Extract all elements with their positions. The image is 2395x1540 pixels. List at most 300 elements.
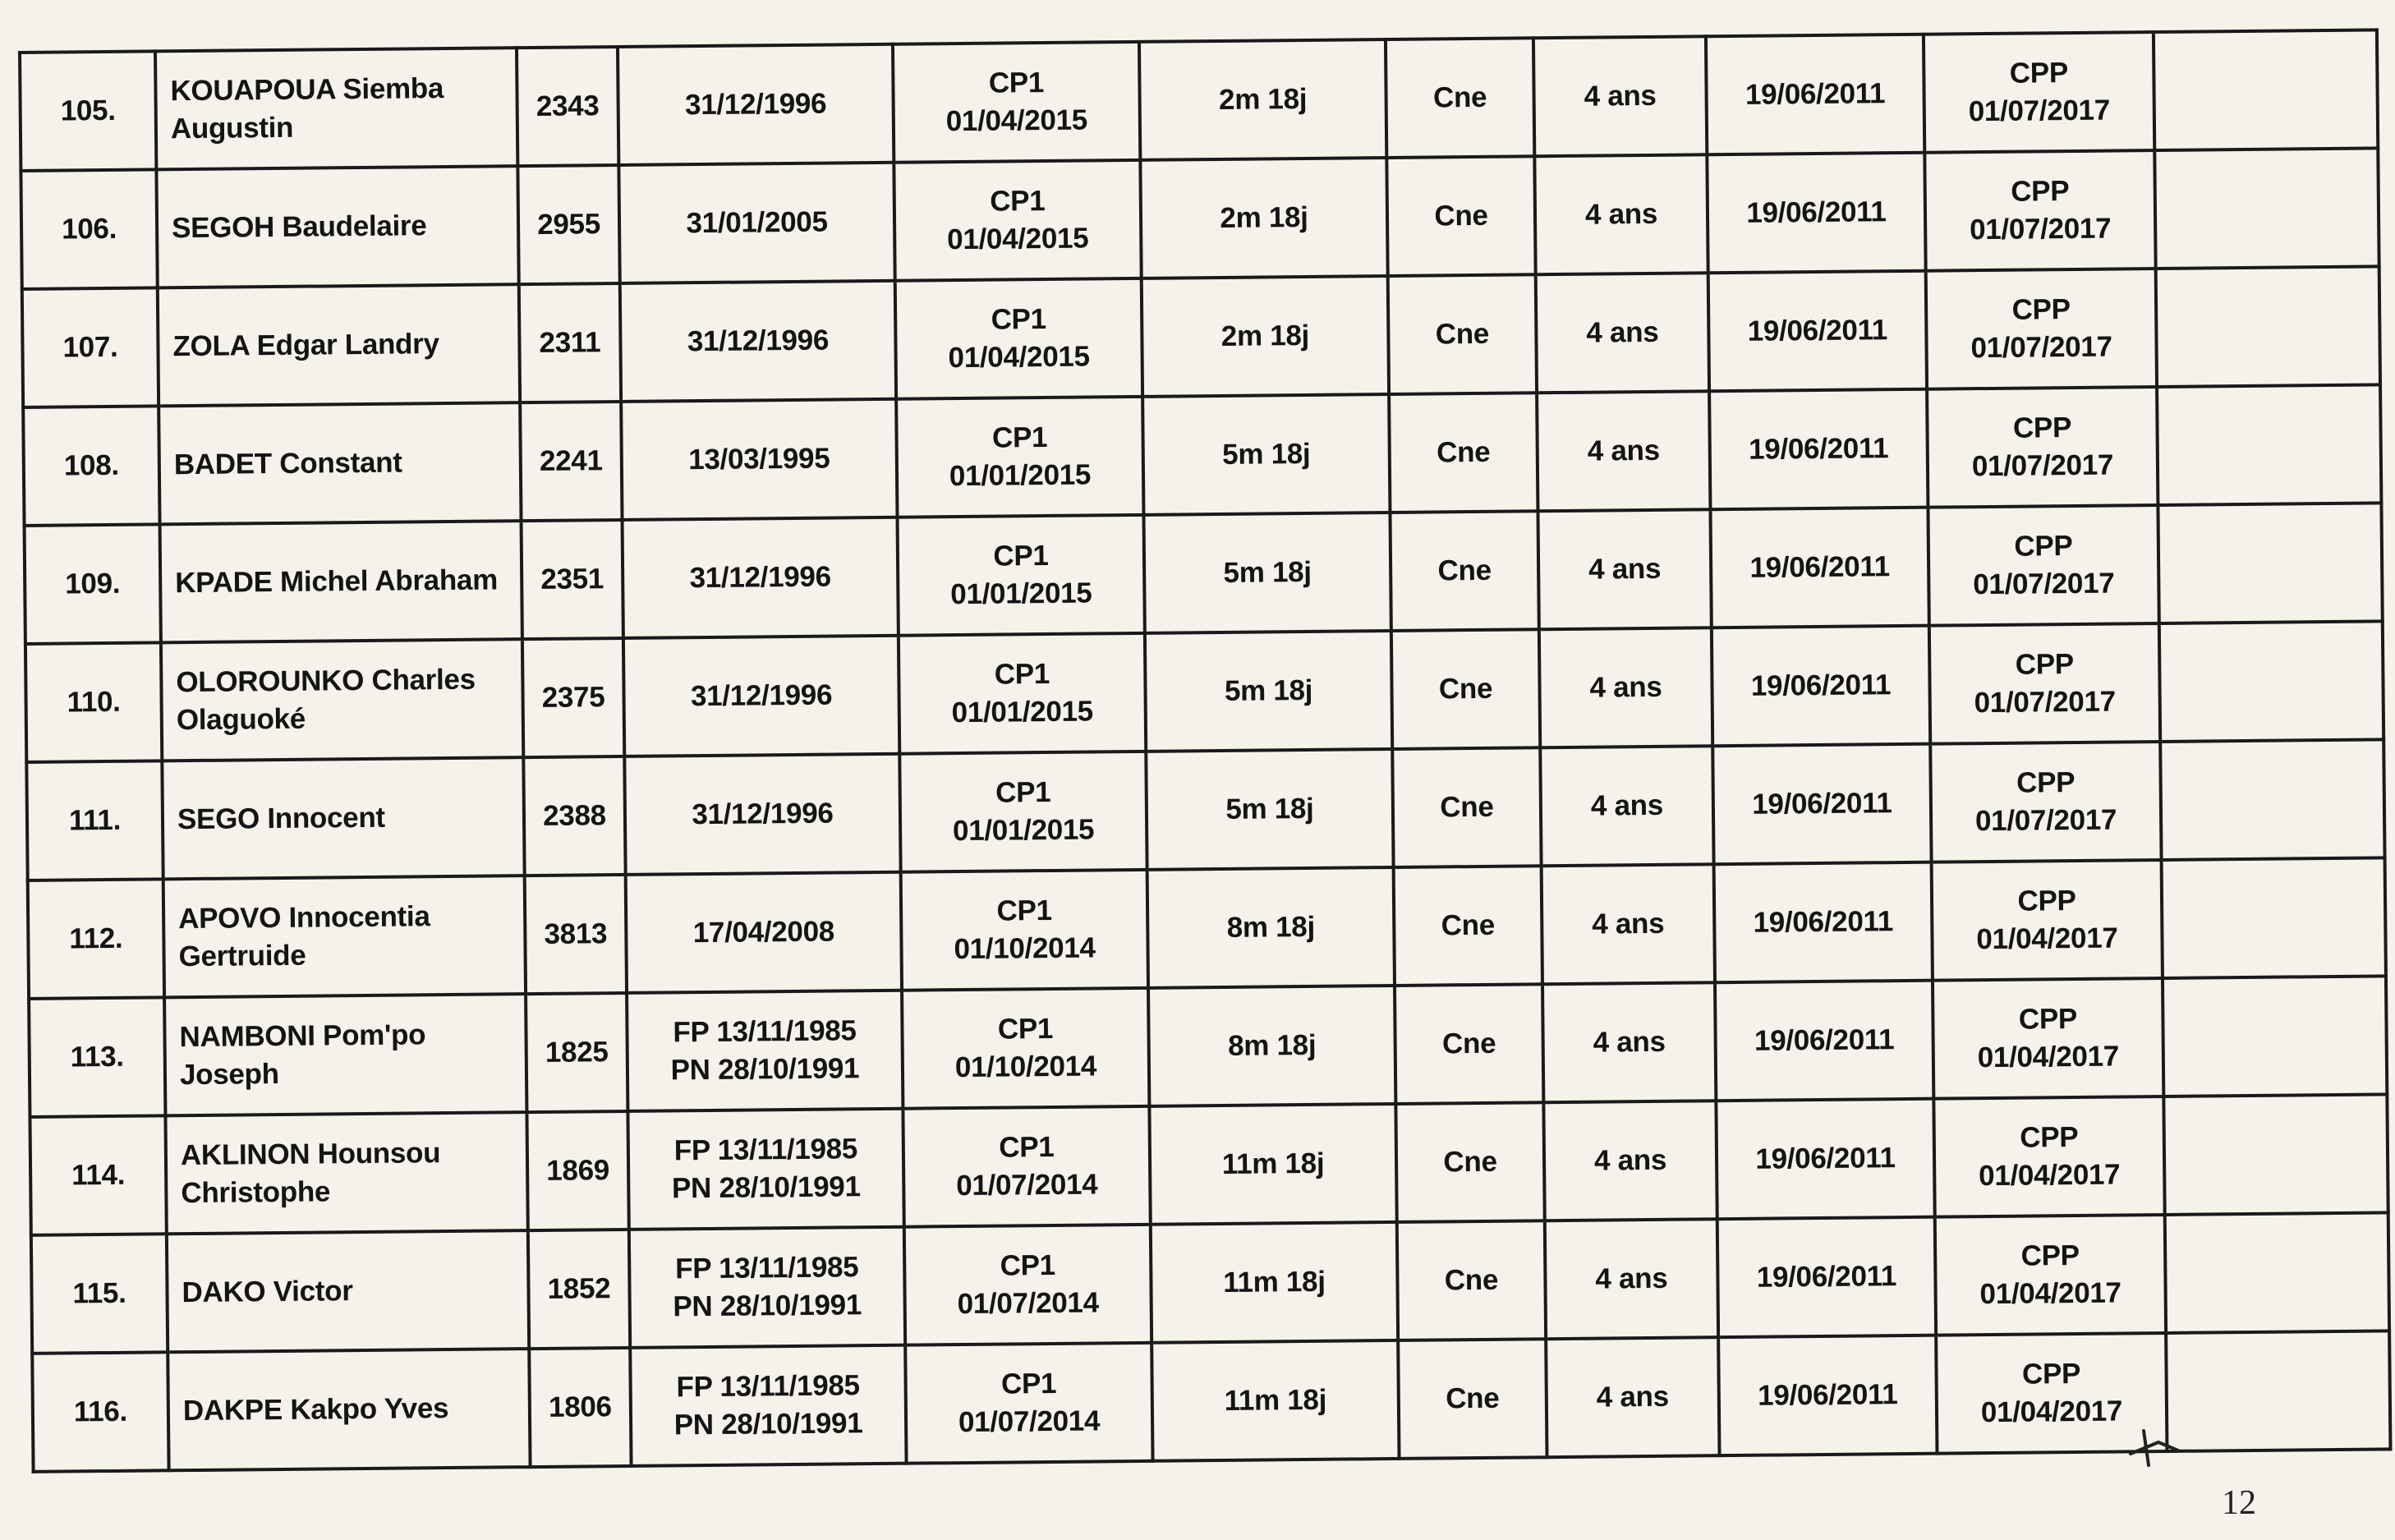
table-row (23, 384, 2381, 526)
grade-cell (895, 278, 1142, 399)
new-grade-cell (1926, 269, 2157, 389)
new-grade-text: CPP (2016, 765, 2076, 799)
duration-text: 2m 18j (1220, 200, 1308, 234)
name-text: ZOLA Edgar Landry (172, 328, 439, 363)
duration-cell (1148, 986, 1395, 1106)
duration-cell (1147, 867, 1395, 988)
rank-text: Cne (1440, 790, 1494, 824)
seniority-cell (1536, 273, 1709, 393)
new-grade-text: 01/07/2017 (1971, 448, 2114, 483)
table-row (31, 1212, 2389, 1354)
row-number-text: 107. (62, 330, 118, 364)
new-grade-text: CPP (2020, 1239, 2080, 1272)
remark-cell (2156, 266, 2380, 387)
rank-date-cell (1710, 508, 1928, 628)
table-row (30, 1094, 2388, 1235)
grade-text: 01/07/2014 (956, 1168, 1098, 1202)
new-grade-text: 01/07/2017 (1970, 330, 2112, 365)
rank-text: Cne (1437, 554, 1492, 587)
row-number-text: 116. (73, 1395, 128, 1428)
grade-text: CP1 (991, 302, 1046, 336)
grade-text: CP1 (994, 657, 1050, 691)
rank-text: Cne (1444, 1263, 1499, 1297)
row-number-cell (23, 406, 159, 526)
new-grade-text: CPP (2011, 292, 2071, 326)
duration-text: 8m 18j (1227, 1028, 1317, 1062)
remark-text (2169, 444, 2370, 446)
new-grade-cell (1927, 387, 2158, 508)
rank-text: Cne (1432, 80, 1487, 114)
rank-date-text: 19/06/2011 (1755, 1142, 1896, 1175)
new-grade-text: 01/07/2017 (1973, 567, 2115, 601)
rank-cell (1386, 38, 1534, 158)
new-grade-text: 01/04/2017 (1977, 1040, 2120, 1074)
row-number-text: 115. (72, 1276, 126, 1310)
name-text: AKLINON Hounsou (180, 1136, 441, 1171)
matricule-cell (517, 47, 618, 166)
entry-date-cell (630, 1345, 906, 1466)
seniority-text: 4 ans (1587, 434, 1660, 467)
roster-table-body (20, 30, 2390, 1471)
row-number-cell (20, 51, 156, 171)
name-cell (155, 48, 517, 169)
rank-date-text: 19/06/2011 (1749, 550, 1890, 584)
rank-cell (1391, 629, 1540, 749)
row-number-text: 113. (70, 1040, 124, 1073)
entry-date-text: 31/12/1996 (684, 87, 827, 122)
rank-date-text: 19/06/2011 (1752, 787, 1892, 821)
rank-cell (1389, 393, 1538, 513)
table-row (25, 621, 2384, 762)
remark-cell (2159, 621, 2384, 742)
grade-text: 01/01/2015 (949, 458, 1092, 493)
table-row (32, 1331, 2390, 1472)
seniority-cell (1540, 746, 1713, 866)
grade-cell (903, 1106, 1150, 1227)
matricule-text: 2241 (539, 444, 603, 477)
new-grade-cell (1933, 978, 2163, 1099)
seniority-cell (1539, 627, 1712, 747)
matricule-text: 2388 (542, 799, 606, 832)
rank-text: Cne (1443, 1145, 1497, 1179)
duration-text: 11m 18j (1221, 1147, 1325, 1180)
name-text: Olaguoké (176, 702, 306, 737)
new-grade-text: 01/04/2017 (1978, 1158, 2121, 1193)
row-number-cell (22, 287, 159, 407)
row-number-text: 105. (60, 94, 116, 127)
name-text: NAMBONI Pom'po (179, 1018, 426, 1053)
grade-text: CP1 (990, 184, 1046, 218)
name-text: OLOROUNKO Charles (176, 663, 476, 699)
rank-date-text: 19/06/2011 (1746, 195, 1887, 229)
matricule-cell (529, 1348, 631, 1467)
seniority-cell (1542, 982, 1716, 1102)
duration-cell (1139, 39, 1386, 160)
new-grade-text: 01/04/2017 (1976, 922, 2118, 956)
matricule-text: 1806 (548, 1391, 612, 1423)
grade-text: 01/01/2015 (952, 813, 1095, 848)
seniority-text: 4 ans (1586, 315, 1659, 349)
matricule-cell (526, 993, 627, 1112)
name-text: Christophe (181, 1175, 331, 1210)
rank-date-cell (1712, 626, 1930, 747)
duration-cell (1142, 394, 1390, 515)
new-grade-text: CPP (2009, 56, 2069, 90)
seniority-cell (1538, 509, 1711, 629)
name-cell (164, 994, 526, 1115)
seniority-text: 4 ans (1588, 552, 1662, 586)
table-row (26, 739, 2384, 880)
matricule-cell (520, 402, 622, 521)
seniority-cell (1534, 154, 1708, 274)
new-grade-text: CPP (2020, 1120, 2079, 1154)
grade-cell (893, 42, 1140, 163)
rank-cell (1395, 984, 1543, 1104)
rank-text: Cne (1435, 317, 1490, 351)
entry-date-text: 31/12/1996 (692, 797, 834, 831)
name-cell (162, 757, 524, 879)
rank-text: Cne (1438, 672, 1493, 706)
seniority-cell (1537, 391, 1710, 511)
rank-cell (1395, 1102, 1544, 1222)
row-number-text: 108. (63, 448, 119, 482)
rank-cell (1398, 1339, 1547, 1459)
matricule-text: 2311 (539, 326, 601, 359)
duration-cell (1142, 276, 1389, 397)
row-number-text: 112. (69, 922, 123, 955)
matricule-cell (519, 283, 621, 402)
name-cell (168, 1349, 530, 1470)
initials-mark (2126, 1426, 2183, 1467)
row-number-text: 109. (65, 567, 121, 600)
entry-date-cell (623, 636, 899, 756)
seniority-text: 4 ans (1593, 1143, 1667, 1177)
remark-cell (2163, 1094, 2388, 1215)
remark-cell (2163, 976, 2387, 1096)
entry-date-cell (629, 1227, 905, 1348)
grade-text: CP1 (1000, 1367, 1057, 1400)
name-text: SEGO Innocent (177, 801, 385, 836)
duration-cell (1151, 1222, 1398, 1343)
remark-text (2178, 1390, 2379, 1391)
grade-text: 01/10/2014 (954, 931, 1096, 966)
grade-text: CP1 (991, 421, 1048, 454)
remark-cell (2158, 503, 2382, 623)
remark-text (2175, 1036, 2375, 1037)
matricule-cell (517, 165, 619, 284)
new-grade-text: 01/07/2017 (1974, 685, 2116, 719)
new-grade-text: CPP (2017, 884, 2076, 917)
entry-date-cell (624, 754, 900, 875)
row-number-cell (26, 761, 163, 880)
grade-text: 01/07/2014 (957, 1286, 1099, 1321)
new-grade-text: CPP (2014, 529, 2073, 563)
grade-text: 01/10/2014 (954, 1050, 1097, 1084)
entry-date-cell (626, 872, 902, 993)
entry-date-text: PN 28/10/1991 (671, 1170, 861, 1205)
duration-cell (1143, 513, 1391, 633)
duration-text: 5m 18j (1225, 792, 1314, 825)
rank-date-text: 19/06/2011 (1756, 1260, 1897, 1294)
entry-date-text: FP 13/11/1985 (673, 1133, 858, 1167)
matricule-text: 1825 (545, 1036, 609, 1069)
seniority-text: 4 ans (1595, 1262, 1668, 1295)
remark-text (2167, 326, 2368, 328)
new-grade-cell (1929, 623, 2160, 744)
row-number-cell (31, 1234, 168, 1354)
remark-text (2166, 90, 2366, 91)
entry-date-text: 31/01/2005 (686, 205, 828, 240)
name-text: Gertruide (178, 939, 306, 973)
row-number-cell (29, 997, 165, 1117)
new-grade-text: CPP (2021, 1357, 2081, 1391)
entry-date-cell (627, 991, 903, 1111)
entry-date-text: FP 13/11/1985 (673, 1014, 857, 1049)
rank-date-cell (1712, 744, 1931, 865)
duration-cell (1140, 158, 1387, 278)
entry-date-text: 31/12/1996 (689, 560, 831, 595)
matricule-cell (522, 520, 623, 639)
rank-text: Cne (1441, 908, 1496, 942)
grade-text: CP1 (995, 775, 1051, 809)
rank-date-text: 19/06/2011 (1758, 1378, 1898, 1412)
rank-date-cell (1706, 34, 1924, 155)
rank-cell (1392, 747, 1541, 867)
matricule-cell (523, 756, 625, 876)
new-grade-cell (1930, 742, 2161, 862)
name-cell (161, 639, 523, 761)
duration-cell (1145, 631, 1392, 752)
rank-cell (1397, 1221, 1546, 1340)
grade-cell (899, 752, 1147, 872)
remark-text (2177, 1271, 2377, 1273)
new-grade-cell (1924, 32, 2154, 153)
grade-text: CP1 (1000, 1248, 1056, 1282)
grade-text: CP1 (997, 1012, 1054, 1046)
remark-text (2167, 208, 2367, 209)
new-grade-text: CPP (2018, 1002, 2078, 1036)
table-row (21, 148, 2379, 289)
table-row (22, 266, 2380, 407)
entry-date-cell (623, 517, 899, 638)
name-text: APOVO Innocentia (177, 900, 430, 935)
rank-date-text: 19/06/2011 (1754, 1023, 1895, 1057)
table-row (25, 503, 2383, 644)
grade-cell (896, 397, 1143, 517)
seniority-text: 4 ans (1589, 670, 1662, 704)
entry-date-text: PN 28/10/1991 (670, 1052, 860, 1087)
matricule-text: 2955 (537, 208, 601, 241)
new-grade-text: 01/07/2017 (1969, 212, 2112, 246)
remark-text (2176, 1154, 2376, 1156)
row-number-cell (28, 879, 164, 999)
row-number-text: 106. (61, 212, 117, 246)
grade-text: 01/01/2015 (951, 695, 1094, 729)
new-grade-cell (1924, 150, 2155, 271)
rank-date-cell (1707, 153, 1925, 274)
rank-date-text: 19/06/2011 (1750, 669, 1892, 702)
row-number-text: 111. (68, 803, 122, 837)
seniority-text: 4 ans (1590, 788, 1664, 822)
seniority-cell (1533, 36, 1707, 156)
new-grade-cell (1935, 1215, 2166, 1335)
page-number: 12 (2222, 1484, 2256, 1522)
seniority-text: 4 ans (1584, 197, 1658, 231)
remark-cell (2165, 1212, 2389, 1333)
matricule-cell (528, 1230, 630, 1349)
remark-cell (2160, 739, 2384, 860)
entry-date-cell (618, 44, 894, 165)
entry-date-text: PN 28/10/1991 (673, 1289, 862, 1323)
grade-cell (901, 870, 1148, 991)
row-number-text: 110. (67, 685, 121, 719)
grade-text: CP1 (996, 894, 1052, 927)
row-number-cell (21, 169, 157, 289)
name-text: Joseph (179, 1058, 279, 1092)
remark-text (2170, 563, 2370, 564)
rank-date-cell (1714, 862, 1933, 983)
duration-cell (1149, 1104, 1396, 1225)
rank-date-cell (1716, 1099, 1934, 1220)
rank-cell (1390, 511, 1538, 631)
name-cell (163, 876, 526, 997)
seniority-text: 4 ans (1593, 1025, 1666, 1059)
new-grade-text: 01/07/2017 (1968, 94, 2111, 128)
duration-text: 11m 18j (1223, 1265, 1326, 1299)
new-grade-text: CPP (2012, 411, 2072, 444)
remark-cell (2154, 30, 2378, 150)
rank-text: Cne (1434, 199, 1488, 232)
remark-cell (2162, 857, 2386, 978)
seniority-cell (1542, 864, 1715, 984)
name-text: KPADE Michel Abraham (175, 563, 499, 600)
matricule-text: 1852 (547, 1272, 611, 1305)
entry-date-cell (618, 163, 894, 283)
duration-text: 11m 18j (1224, 1383, 1327, 1417)
grade-cell (894, 160, 1141, 281)
name-text: KOUAPOUA Siemba (170, 71, 444, 108)
matricule-text: 2343 (536, 90, 600, 122)
duration-text: 5m 18j (1223, 555, 1312, 589)
matricule-text: 2351 (540, 563, 604, 595)
grade-text: CP1 (999, 1130, 1055, 1164)
rank-date-cell (1717, 1217, 1936, 1338)
duration-text: 5m 18j (1222, 437, 1311, 471)
matricule-cell (525, 875, 627, 994)
duration-cell (1146, 749, 1393, 870)
entry-date-cell (627, 1109, 903, 1230)
grade-text: 01/04/2015 (948, 340, 1090, 375)
row-number-cell (32, 1352, 168, 1472)
matricule-cell (522, 638, 624, 757)
entry-date-text: FP 13/11/1985 (675, 1251, 859, 1285)
duration-text: 8m 18j (1226, 910, 1316, 944)
seniority-text: 4 ans (1596, 1380, 1670, 1414)
roster-table-wrapper (18, 28, 2388, 1473)
remark-text (2173, 917, 2374, 919)
new-grade-cell (1932, 860, 2163, 981)
grade-text: CP1 (988, 66, 1045, 99)
duration-text: 5m 18j (1224, 673, 1313, 707)
rank-date-text: 19/06/2011 (1753, 905, 1894, 939)
rank-cell (1386, 156, 1535, 276)
seniority-cell (1543, 1101, 1717, 1221)
rank-cell (1388, 274, 1537, 394)
rank-date-cell (1708, 271, 1927, 392)
row-number-text: 114. (71, 1158, 126, 1192)
grade-cell (904, 1225, 1152, 1345)
name-cell (159, 402, 521, 524)
name-text: Augustin (170, 111, 294, 145)
rank-text: Cne (1446, 1381, 1500, 1415)
rank-date-cell (1718, 1335, 1937, 1456)
matricule-text: 2375 (541, 681, 605, 714)
new-grade-text: 01/07/2017 (1974, 803, 2117, 838)
table-row (29, 976, 2387, 1117)
entry-date-text: 17/04/2008 (692, 915, 835, 949)
name-cell (156, 166, 518, 287)
entry-date-cell (620, 281, 896, 402)
duration-cell (1152, 1340, 1399, 1461)
name-cell (160, 521, 522, 642)
rank-cell (1394, 866, 1542, 986)
name-cell (165, 1112, 527, 1234)
rank-text: Cne (1441, 1027, 1496, 1060)
seniority-text: 4 ans (1592, 907, 1665, 940)
remark-text (2172, 681, 2372, 683)
rank-date-text: 19/06/2011 (1748, 432, 1889, 466)
rank-date-cell (1715, 981, 1933, 1101)
new-grade-text: CPP (2011, 174, 2070, 208)
entry-date-text: 31/12/1996 (690, 678, 833, 713)
rank-date-cell (1709, 389, 1928, 510)
grade-text: 01/04/2015 (945, 103, 1088, 138)
row-number-cell (30, 1115, 166, 1235)
entry-date-text: FP 13/11/1985 (676, 1369, 860, 1404)
grade-text: 01/04/2015 (946, 222, 1089, 256)
rank-text: Cne (1436, 435, 1491, 469)
duration-text: 2m 18j (1220, 319, 1310, 352)
name-cell (167, 1230, 529, 1352)
remark-cell (2166, 1331, 2390, 1451)
grade-text: 01/07/2014 (958, 1404, 1101, 1439)
entry-date-text: 31/12/1996 (687, 324, 830, 358)
matricule-cell (526, 1111, 628, 1230)
table-row (20, 30, 2378, 171)
grade-cell (899, 633, 1146, 754)
new-grade-cell (1928, 505, 2158, 626)
seniority-text: 4 ans (1584, 79, 1657, 113)
rank-date-text: 19/06/2011 (1747, 314, 1888, 347)
row-number-cell (25, 642, 162, 762)
seniority-cell (1546, 1337, 1719, 1457)
table-row (28, 857, 2386, 999)
entry-date-text: 13/03/1995 (688, 442, 830, 476)
grade-text: CP1 (993, 539, 1049, 572)
new-grade-text: 01/04/2017 (1979, 1276, 2121, 1311)
grade-cell (902, 988, 1149, 1109)
name-text: DAKO Victor (182, 1275, 353, 1309)
entry-date-cell (621, 399, 897, 520)
entry-date-text: PN 28/10/1991 (673, 1407, 863, 1441)
personnel-roster-table (18, 28, 2392, 1473)
name-text: SEGOH Baudelaire (171, 209, 427, 245)
matricule-text: 3813 (544, 917, 608, 950)
grade-cell (905, 1343, 1152, 1464)
grade-text: 01/01/2015 (950, 577, 1092, 611)
remark-text (2172, 799, 2373, 801)
new-grade-cell (1933, 1096, 2164, 1217)
